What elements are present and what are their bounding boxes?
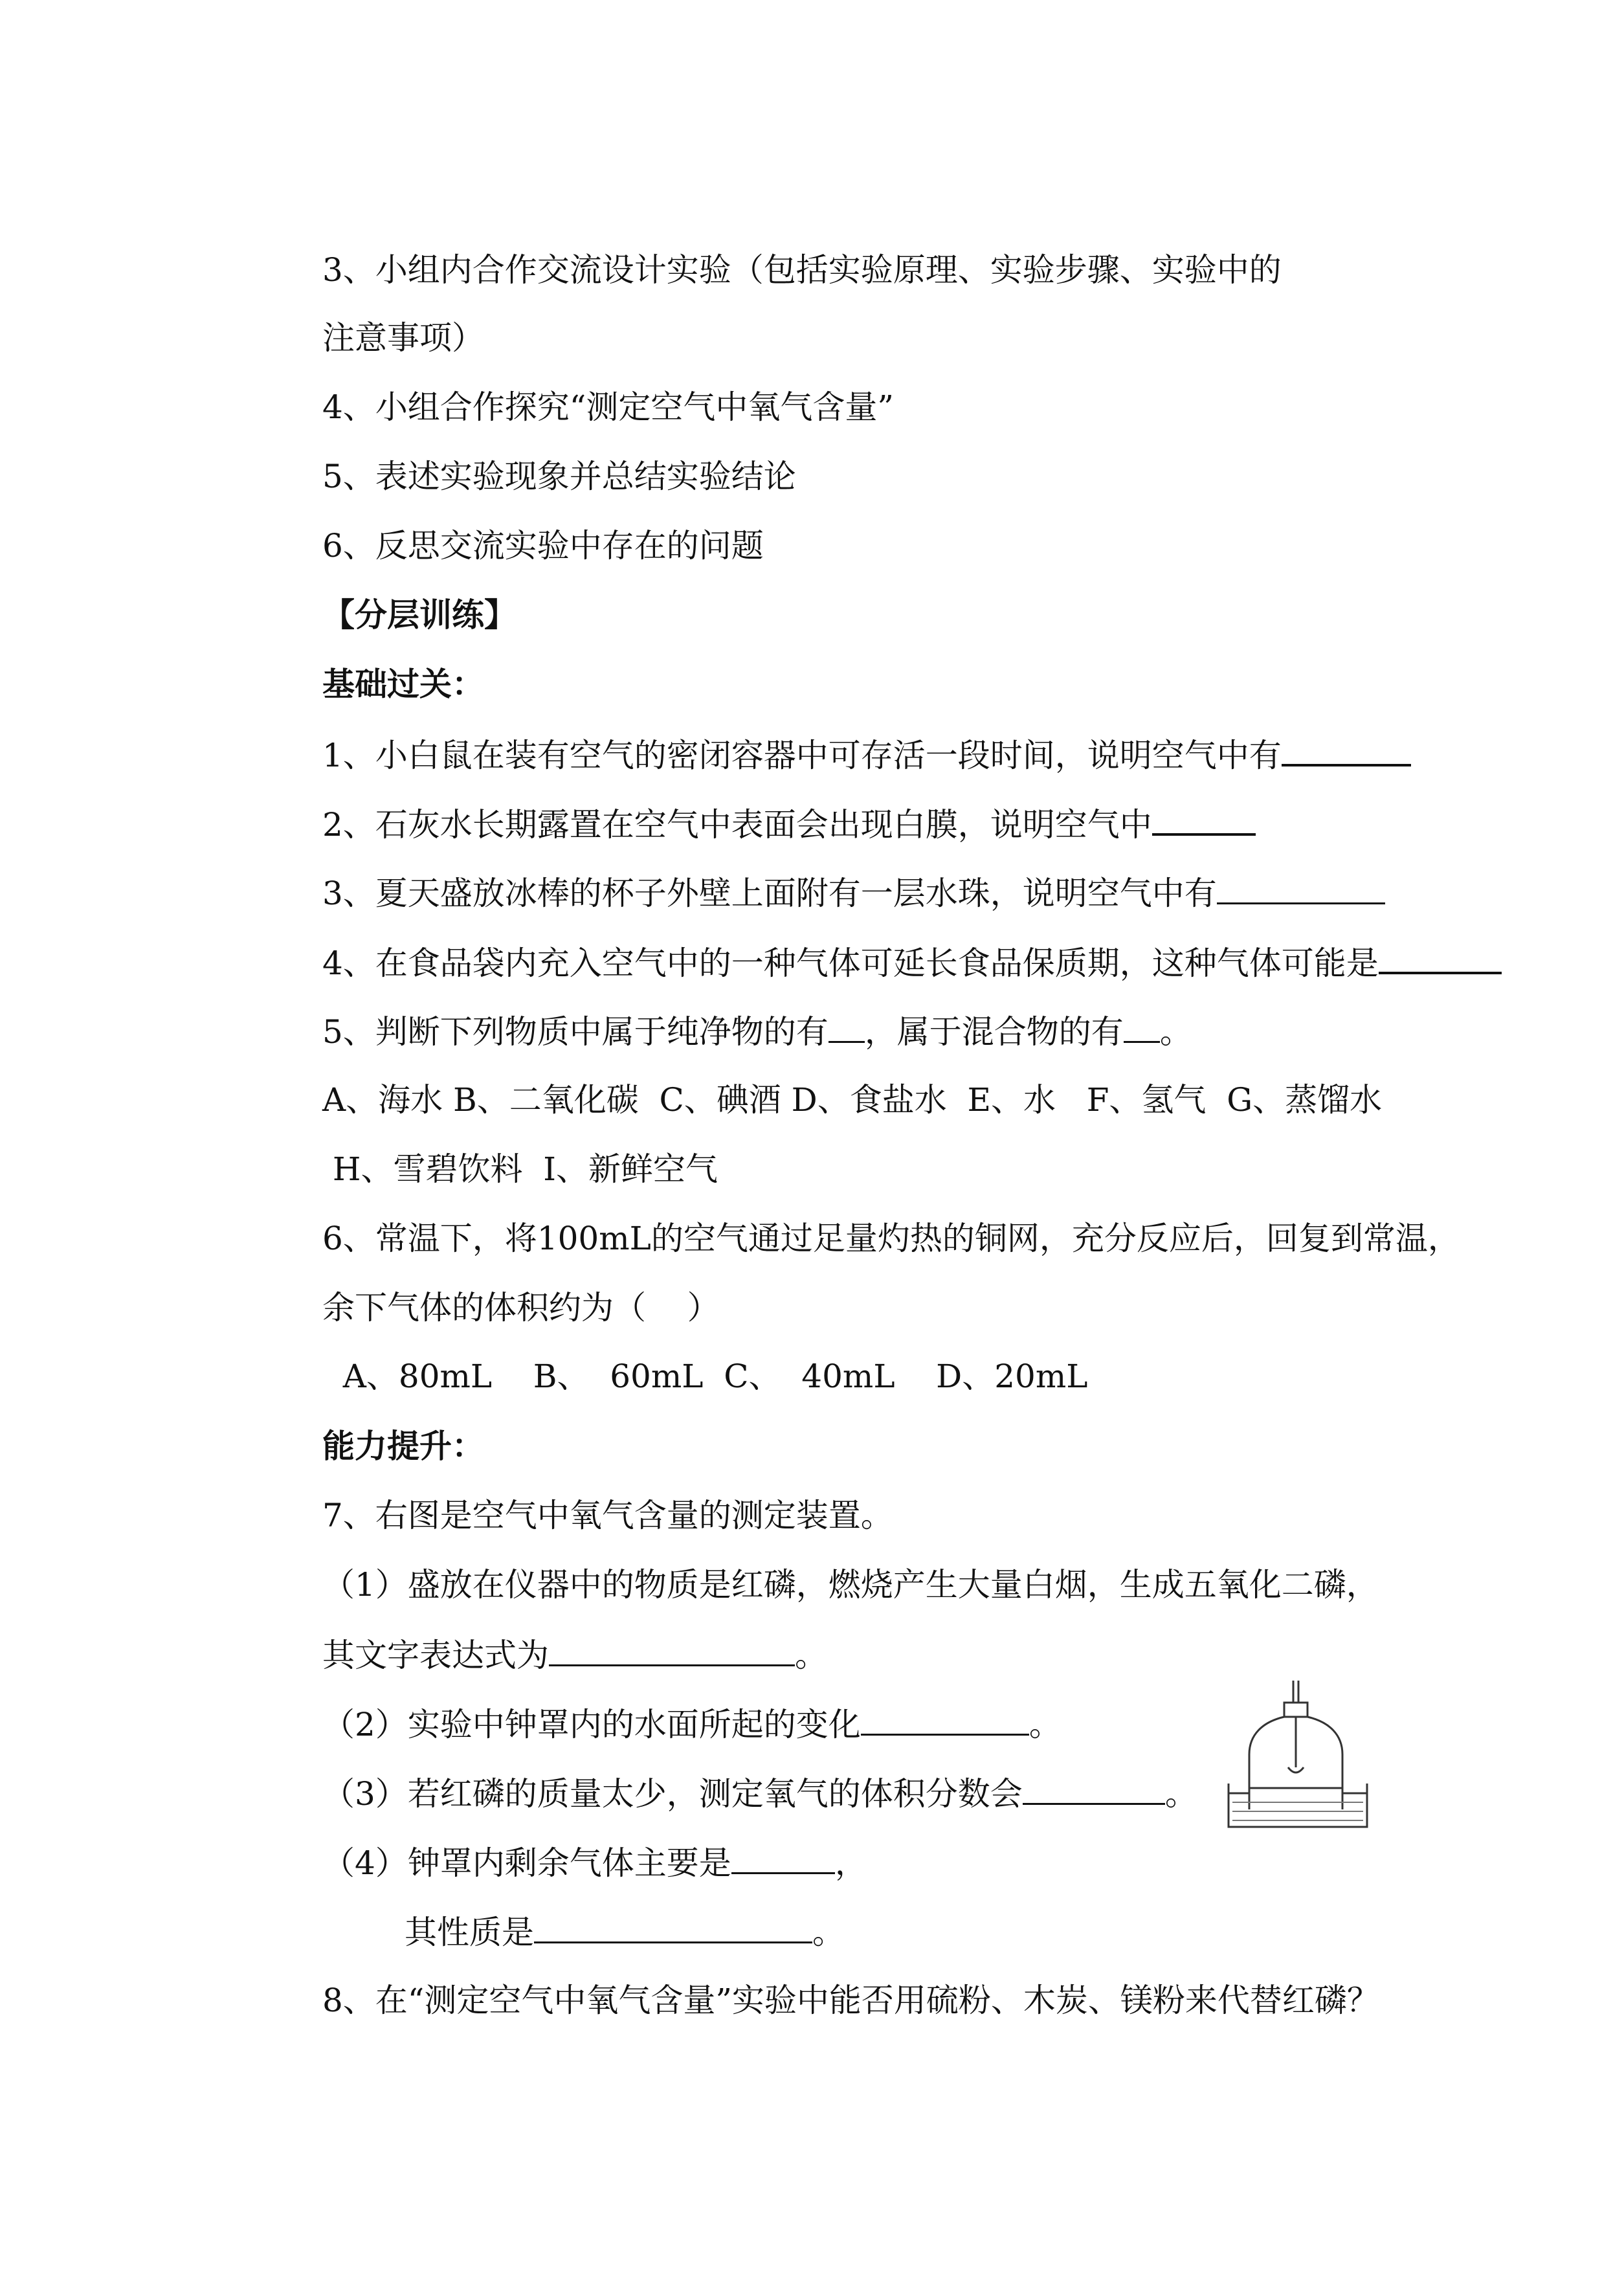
section-heading-layered-training: 【分层训练】 [322,596,517,634]
answer-blank[interactable] [549,1635,795,1666]
question-4-text: 4、在食品袋内充入空气中的一种气体可延长食品保质期，这种气体可能是 [322,945,1379,982]
step-5: 5、表述实验现象并总结实验结论 [322,458,796,495]
answer-blank[interactable] [1217,873,1385,904]
question-1-text: 1、小白鼠在装有空气的密闭容器中可存活一段时间，说明空气中有 [322,737,1282,774]
answer-blank[interactable] [1379,942,1502,974]
question-7-1-text: 其文字表达式为 [322,1637,549,1674]
step-4: 4、小组合作探究“测定空气中氧气含量” [322,388,894,426]
question-3 [322,873,1462,913]
question-1 [322,734,1462,775]
answer-blank[interactable] [731,1842,835,1874]
period: 。 [795,1637,827,1674]
question-7-1-line-2 [322,1635,1462,1675]
question-8: 8、在“测定空气中氧气含量”实验中能否用硫粉、木炭、镁粉来代替红磷？ [322,1982,1379,2019]
period: 。 [1164,1775,1197,1813]
step-3-line-1: 3、小组内合作交流设计实验（包括实验原理、实验步骤、实验中的 [322,251,1282,289]
section-heading-advanced: 能力提升： [322,1427,484,1465]
answer-blank[interactable] [534,1912,812,1943]
question-6-line-1: 6、常温下，将100mL的空气通过足量灼热的铜网，充分反应后，回复到常温， [322,1220,1460,1257]
step-6: 6、反思交流实验中存在的问题 [322,527,764,565]
question-5 [322,1011,1462,1051]
question-7-1-line-1: （1）盛放在仪器中的物质是红磷，燃烧产生大量白烟，生成五氧化二磷， [322,1566,1379,1604]
answer-blank-pure-substances[interactable] [829,1011,865,1043]
question-4 [322,942,1462,983]
answer-blank[interactable] [1282,734,1411,766]
question-5-text-part1: 5、判断下列物质中属于纯净物的有 [322,1013,829,1051]
question-7-4-line-1 [322,1842,1462,1883]
answer-blank[interactable] [1023,1773,1165,1805]
question-7-4-property-text: 其性质是 [405,1914,534,1951]
bell-jar-apparatus-figure [1223,1677,1372,1832]
question-7-2-text: （2）实验中钟罩内的水面所起的变化 [322,1706,861,1743]
question-5-options-line-2: H、雪碧饮料 I、新鲜空气 [322,1150,718,1188]
answer-blank[interactable] [1152,803,1256,836]
question-6-options: A、80mL B、 60mL C、 40mL D、20mL [322,1358,1088,1395]
question-3-text: 3、夏天盛放冰棒的杯子外壁上面附有一层水珠，说明空气中有 [322,875,1217,912]
question-5-text-part2: ，属于混合物的有 [864,1013,1124,1051]
period: 。 [1029,1706,1062,1743]
question-5-text-part3: 。 [1159,1013,1192,1051]
period: 。 [812,1914,845,1951]
answer-blank-mixtures[interactable] [1124,1011,1160,1043]
question-7-4-line-2 [405,1912,1462,1952]
question-7: 7、右图是空气中氧气含量的测定装置。 [322,1497,893,1534]
answer-blank[interactable] [861,1704,1029,1736]
question-6-line-2: 余下气体的体积约为（ ） [322,1289,720,1326]
question-2-text: 2、石灰水长期露置在空气中表面会出现白膜，说明空气中 [322,806,1152,844]
section-heading-basic: 基础过关： [322,666,484,703]
question-7-3-text: （3）若红磷的质量太少，测定氧气的体积分数会 [322,1775,1023,1813]
question-7-4-text: （4）钟罩内剩余气体主要是 [322,1844,731,1882]
question-5-options-line-1: A、海水 B、二氧化碳 C、碘酒 D、食盐水 E、水 F、氢气 G、蒸馏水 [322,1081,1383,1119]
step-3-line-2: 注意事项） [322,319,484,357]
comma: ， [834,1844,867,1882]
question-2 [322,803,1462,844]
